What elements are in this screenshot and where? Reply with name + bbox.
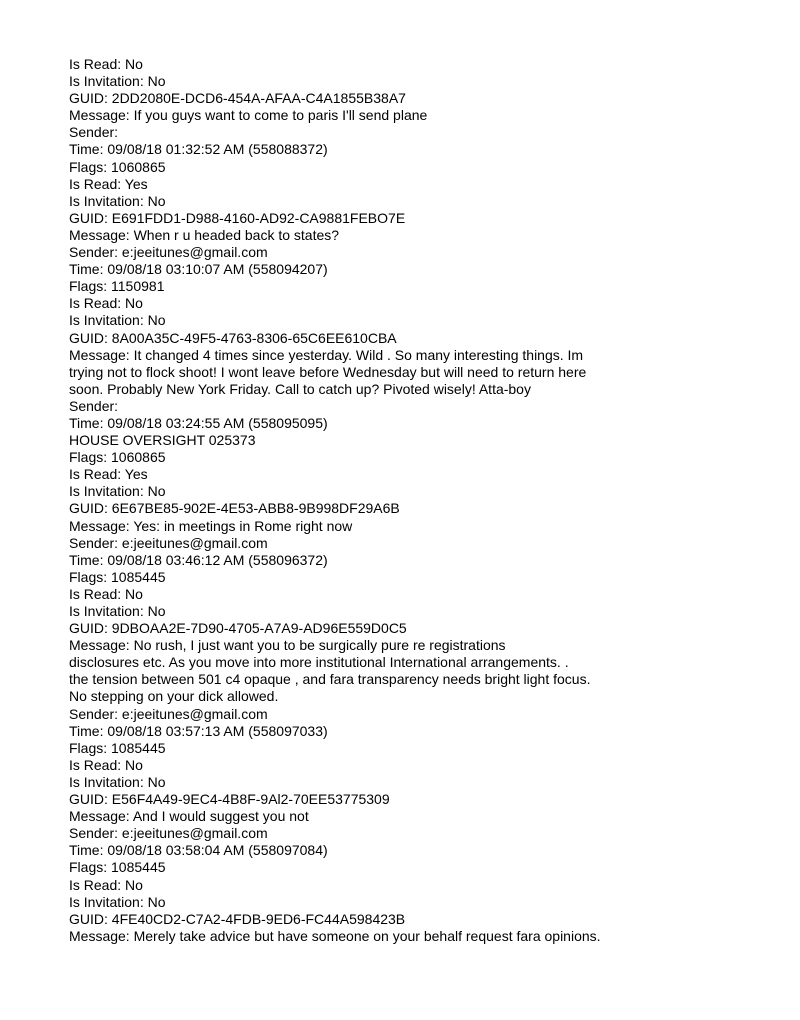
text-line: Is Read: No <box>69 756 143 773</box>
text-line: Is Invitation: No <box>69 73 166 90</box>
text-line: Flags: 1085445 <box>69 568 166 585</box>
text-line: Time: 09/08/18 03:57:13 AM (558097033) <box>69 722 328 739</box>
text-line: Message: If you guys want to come to paris I'll send plane <box>69 107 428 124</box>
text-line: Message: It changed 4 times since yesterday. Wild . So many interesting things. Im <box>69 346 584 363</box>
text-line: Is Invitation: No <box>69 483 166 500</box>
text-line: Message: When r u headed back to states? <box>69 226 340 243</box>
text-line: Is Invitation: No <box>69 312 166 329</box>
text-line: GUID: 6E67BE85-902E-4E53-ABB8-9B998DF29A6B <box>69 500 400 517</box>
text-line: soon. Probably New York Friday. Call to catch up? Pivoted wisely! Atta-boy <box>69 380 531 397</box>
text-line: Is Read: No <box>69 56 143 72</box>
text-line: Sender: e:jeeitunes@gmail.com <box>69 705 268 722</box>
text-line: Sender: <box>69 397 119 414</box>
text-line: Flags: 1060865 <box>69 449 166 466</box>
text-line: Message: Merely take advice but have someone on your behalf request fara opinions. <box>69 927 601 944</box>
text-line: GUID: E56F4A49-9EC4-4B8F-9Al2-70EE53775309 <box>69 791 390 808</box>
text-line: GUID: 9DBOAA2E-7D90-4705-A7A9-AD96E559D0C5 <box>69 620 407 637</box>
text-line: Message: And I would suggest you not <box>69 808 309 825</box>
text-line: Time: 09/08/18 03:58:04 AM (558097084) <box>69 842 328 859</box>
text-line: GUID: 4FE40CD2-C7A2-4FDB-9ED6-FC44A598423B <box>69 910 406 927</box>
text-line: Is Invitation: No <box>69 893 166 910</box>
text-line: Is Invitation: No <box>69 603 166 619</box>
text-line: HOUSE OVERSIGHT 025373 <box>69 432 256 449</box>
text-line: Flags: 1150981 <box>69 278 165 295</box>
text-line: Is Read: Yes <box>69 466 148 483</box>
text-line: Is Invitation: No <box>69 192 166 209</box>
text-line: Message: No rush, I just want you to be surgically pure re registrations <box>69 637 506 654</box>
text-line: trying not to flock shoot! I wont leave before Wednesday but will need to return here <box>69 363 587 380</box>
text-line: Message: Yes: in meetings in Rome right now <box>69 517 353 534</box>
text-line: Sender: e:jeeitunes@gmail.com <box>69 534 268 551</box>
text-line: GUID: E691FDD1-D988-4160-AD92-CA9881FEBO7E <box>69 209 406 226</box>
text-line: No stepping on your dick allowed. <box>69 688 279 705</box>
text-line: Time: 09/08/18 03:10:07 AM (558094207) <box>69 261 328 278</box>
text-line: Time: 09/08/18 03:46:12 AM (558096372) <box>69 551 328 568</box>
text-line: the tension between 501 c4 opaque , and fara transparency needs bright light focus. <box>69 671 591 688</box>
document-body <box>69 56 769 945</box>
text-line: Is Read: Yes <box>69 175 148 192</box>
text-line: Is Read: No <box>69 295 143 312</box>
text-line: GUID: 2DD2080E-DCD6-454A-AFAA-C4A1855B38A7 <box>69 90 406 107</box>
text-line: Is Invitation: No <box>69 773 166 790</box>
text-line: Is Read: No <box>69 876 143 893</box>
text-line: Flags: 1085445 <box>69 859 166 876</box>
text-line: Flags: 1085445 <box>69 739 166 756</box>
text-line: Time: 09/08/18 03:24:55 AM (558095095) <box>69 414 328 431</box>
text-line: Sender: e:jeeitunes@gmail.com <box>69 825 268 842</box>
text-line: GUID: 8A00A35C-49F5-4763-8306-65C6EE610CBA <box>69 329 397 346</box>
text-line: disclosures etc. As you move into more institutional International arrangements. . <box>69 654 569 671</box>
text-line: Time: 09/08/18 01:32:52 AM (558088372) <box>69 141 328 158</box>
text-line: Sender: e:jeeitunes@gmail.com <box>69 244 268 261</box>
text-line: Flags: 1060865 <box>69 158 166 175</box>
text-line: Sender: <box>69 124 119 141</box>
text-line: Is Read: No <box>69 585 143 602</box>
